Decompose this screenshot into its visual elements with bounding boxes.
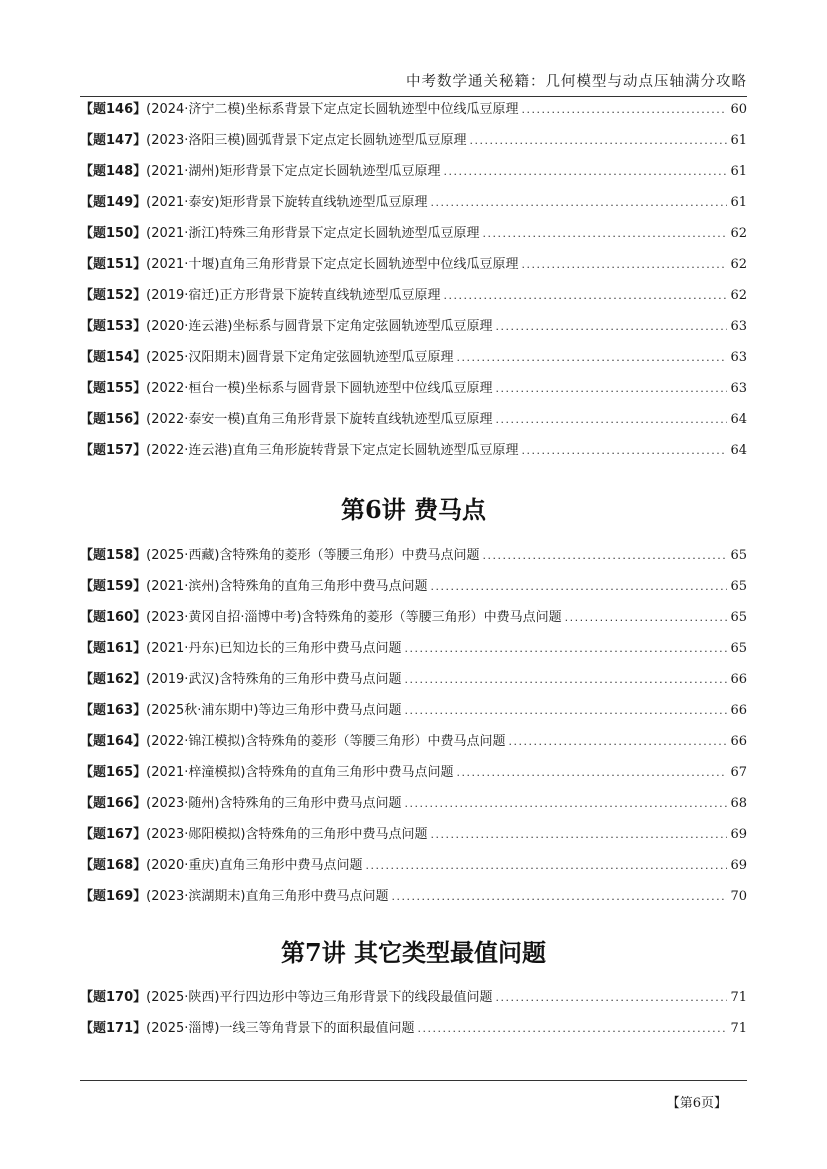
toc-entry-number: 【题161】 xyxy=(80,641,147,656)
toc-entry-title: (2021·丹东)已知边长的三角形中费马点问题 xyxy=(146,641,402,656)
dot-leader xyxy=(418,1022,728,1035)
toc-entry[interactable] xyxy=(80,637,747,668)
toc-entry-page: 63 xyxy=(730,381,747,396)
toc-entry-title: (2019·武汉)含特殊角的三角形中费马点问题 xyxy=(146,672,402,687)
toc-entry-number: 【题170】 xyxy=(80,990,147,1005)
toc-entry-number: 【题150】 xyxy=(80,226,147,241)
toc-entry-title: (2021·梓潼模拟)含特殊角的直角三角形中费马点问题 xyxy=(146,765,454,780)
toc-entry-number: 【题169】 xyxy=(80,889,147,904)
dot-leader xyxy=(565,611,728,624)
dot-leader xyxy=(405,797,728,810)
page-number: 【第6页】 xyxy=(666,1096,727,1111)
toc-entry-title: (2021·十堰)直角三角形背景下定点定长圆轨迹型中位线瓜豆原理 xyxy=(146,257,519,272)
toc-list-section-6 xyxy=(80,544,747,916)
toc-entry-page: 63 xyxy=(730,350,747,365)
toc-entry[interactable] xyxy=(80,823,747,854)
toc-entry-number: 【题154】 xyxy=(80,350,147,365)
dot-leader xyxy=(405,704,728,717)
toc-entry-number: 【题158】 xyxy=(80,548,147,563)
toc-entry-title: (2022·连云港)直角三角形旋转背景下定点定长圆轨迹型瓜豆原理 xyxy=(146,443,519,458)
toc-entry-page: 66 xyxy=(730,703,747,718)
toc-entry-number: 【题162】 xyxy=(80,672,147,687)
header-divider xyxy=(80,96,747,97)
toc-entry-number: 【题163】 xyxy=(80,703,147,718)
toc-entry[interactable] xyxy=(80,575,747,606)
toc-entry-page: 65 xyxy=(730,641,747,656)
toc-entry-title: (2023·黄冈自招·淄博中考)含特殊角的菱形（等腰三角形）中费马点问题 xyxy=(146,610,562,625)
toc-entry-page: 63 xyxy=(730,319,747,334)
toc-entry[interactable] xyxy=(80,160,747,191)
dot-leader xyxy=(509,735,728,748)
toc-entry-page: 62 xyxy=(730,226,747,241)
dot-leader xyxy=(431,196,728,209)
dot-leader xyxy=(470,134,728,147)
dot-leader xyxy=(405,673,728,686)
toc-entry-page: 71 xyxy=(730,990,747,1005)
toc-entry-title: (2023·随州)含特殊角的三角形中费马点问题 xyxy=(146,796,402,811)
dot-leader xyxy=(496,382,728,395)
toc-entry[interactable] xyxy=(80,885,747,916)
dot-leader xyxy=(431,828,728,841)
dot-leader xyxy=(444,165,728,178)
section-heading-lecture-6: 第6讲 费马点 xyxy=(340,495,487,524)
toc-entry-title: (2023·滨湖期末)直角三角形中费马点问题 xyxy=(146,889,389,904)
toc-entry-number: 【题160】 xyxy=(80,610,147,625)
toc-entry-page: 60 xyxy=(730,102,747,117)
toc-entry-title: (2024·济宁二模)坐标系背景下定点定长圆轨迹型中位线瓜豆原理 xyxy=(146,102,519,117)
toc-entry-number: 【题168】 xyxy=(80,858,147,873)
toc-entry-page: 71 xyxy=(730,1021,747,1036)
toc-entry-number: 【题167】 xyxy=(80,827,147,842)
toc-entry[interactable] xyxy=(80,668,747,699)
toc-entry-title: (2025·汉阳期末)圆背景下定角定弦圆轨迹型瓜豆原理 xyxy=(146,350,454,365)
toc-entry-title: (2025·陕西)平行四边形中等边三角形背景下的线段最值问题 xyxy=(146,990,493,1005)
toc-entry-number: 【题166】 xyxy=(80,796,147,811)
toc-entry[interactable] xyxy=(80,315,747,346)
dot-leader xyxy=(496,991,728,1004)
toc-entry[interactable] xyxy=(80,346,747,377)
toc-entry-page: 66 xyxy=(730,734,747,749)
toc-entry-title: (2022·泰安一模)直角三角形背景下旋转直线轨迹型瓜豆原理 xyxy=(146,412,493,427)
toc-entry[interactable] xyxy=(80,854,747,885)
toc-entry-number: 【题157】 xyxy=(80,443,147,458)
toc-list-section-7 xyxy=(80,986,747,1048)
toc-entry-title: (2021·滨州)含特殊角的直角三角形中费马点问题 xyxy=(146,579,428,594)
dot-leader xyxy=(392,890,728,903)
toc-entry-page: 61 xyxy=(730,133,747,148)
toc-entry-page: 61 xyxy=(730,195,747,210)
toc-entry[interactable] xyxy=(80,1017,747,1048)
toc-entry[interactable] xyxy=(80,253,747,284)
toc-entry-title: (2020·重庆)直角三角形中费马点问题 xyxy=(146,858,363,873)
toc-entry-title: (2025秋·浦东期中)等边三角形中费马点问题 xyxy=(146,703,402,718)
toc-entry-number: 【题151】 xyxy=(80,257,147,272)
toc-entry-page: 64 xyxy=(730,412,747,427)
toc-entry-page: 65 xyxy=(730,548,747,563)
dot-leader xyxy=(457,766,728,779)
toc-entry-page: 68 xyxy=(730,796,747,811)
dot-leader xyxy=(431,580,728,593)
toc-entry-number: 【题159】 xyxy=(80,579,147,594)
toc-entry-page: 61 xyxy=(730,164,747,179)
toc-entry-number: 【题152】 xyxy=(80,288,147,303)
toc-entry[interactable] xyxy=(80,439,747,470)
toc-entry-number: 【题164】 xyxy=(80,734,147,749)
toc-entry-number: 【题155】 xyxy=(80,381,147,396)
toc-entry-title: (2020·连云港)坐标系与圆背景下定角定弦圆轨迹型瓜豆原理 xyxy=(146,319,493,334)
toc-entry-number: 【题148】 xyxy=(80,164,147,179)
toc-entry-number: 【题171】 xyxy=(80,1021,147,1036)
running-header-title: 中考数学通关秘籍：几何模型与动点压轴满分攻略 xyxy=(406,74,747,90)
toc-entry[interactable] xyxy=(80,730,747,761)
toc-entry[interactable] xyxy=(80,792,747,823)
toc-entry-title: (2021·湖州)矩形背景下定点定长圆轨迹型瓜豆原理 xyxy=(146,164,441,179)
dot-leader xyxy=(483,227,728,240)
dot-leader xyxy=(522,444,728,457)
dot-leader xyxy=(405,642,728,655)
toc-entry-page: 69 xyxy=(730,827,747,842)
toc-entry-number: 【题156】 xyxy=(80,412,147,427)
toc-entry-page: 62 xyxy=(730,288,747,303)
toc-entry-page: 69 xyxy=(730,858,747,873)
toc-entry-title: (2021·泰安)矩形背景下旋转直线轨迹型瓜豆原理 xyxy=(146,195,428,210)
toc-entry[interactable] xyxy=(80,377,747,408)
toc-entry-page: 66 xyxy=(730,672,747,687)
toc-entry-title: (2021·浙江)特殊三角形背景下定点定长圆轨迹型瓜豆原理 xyxy=(146,226,480,241)
toc-entry[interactable] xyxy=(80,761,747,792)
toc-entry[interactable] xyxy=(80,606,747,637)
toc-entry[interactable] xyxy=(80,408,747,439)
toc-entry[interactable] xyxy=(80,98,747,129)
toc-entry[interactable] xyxy=(80,222,747,253)
section-heading-lecture-7: 第7讲 其它类型最值问题 xyxy=(280,938,547,967)
footer-divider xyxy=(80,1080,747,1081)
toc-entry-number: 【题153】 xyxy=(80,319,147,334)
toc-entry-page: 64 xyxy=(730,443,747,458)
toc-entry-title: (2023·郧阳模拟)含特殊角的三角形中费马点问题 xyxy=(146,827,428,842)
toc-entry-page: 65 xyxy=(730,610,747,625)
toc-entry[interactable] xyxy=(80,986,747,1017)
toc-entry[interactable] xyxy=(80,191,747,222)
dot-leader xyxy=(496,413,728,426)
toc-entry-page: 62 xyxy=(730,257,747,272)
toc-entry[interactable] xyxy=(80,129,747,160)
dot-leader xyxy=(444,289,728,302)
toc-entry-number: 【题146】 xyxy=(80,102,147,117)
dot-leader xyxy=(496,320,728,333)
toc-entry-number: 【题149】 xyxy=(80,195,147,210)
toc-entry[interactable] xyxy=(80,699,747,730)
toc-entry-title: (2025·淄博)一线三等角背景下的面积最值问题 xyxy=(146,1021,415,1036)
toc-entry-number: 【题147】 xyxy=(80,133,147,148)
toc-entry[interactable] xyxy=(80,284,747,315)
toc-entry[interactable] xyxy=(80,544,747,575)
dot-leader xyxy=(522,258,728,271)
toc-entry-title: (2022·锦江模拟)含特殊角的菱形（等腰三角形）中费马点问题 xyxy=(146,734,506,749)
dot-leader xyxy=(522,103,728,116)
dot-leader xyxy=(483,549,728,562)
toc-entry-title: (2022·桓台一模)坐标系与圆背景下圆轨迹型中位线瓜豆原理 xyxy=(146,381,493,396)
toc-entry-page: 67 xyxy=(730,765,747,780)
dot-leader xyxy=(366,859,728,872)
dot-leader xyxy=(457,351,728,364)
toc-entry-title: (2025·西藏)含特殊角的菱形（等腰三角形）中费马点问题 xyxy=(146,548,480,563)
toc-entry-number: 【题165】 xyxy=(80,765,147,780)
toc-entry-page: 65 xyxy=(730,579,747,594)
toc-entry-page: 70 xyxy=(730,889,747,904)
toc-list-section-5 xyxy=(80,98,747,470)
toc-entry-title: (2019·宿迁)正方形背景下旋转直线轨迹型瓜豆原理 xyxy=(146,288,441,303)
toc-entry-title: (2023·洛阳三模)圆弧背景下定点定长圆轨迹型瓜豆原理 xyxy=(146,133,467,148)
